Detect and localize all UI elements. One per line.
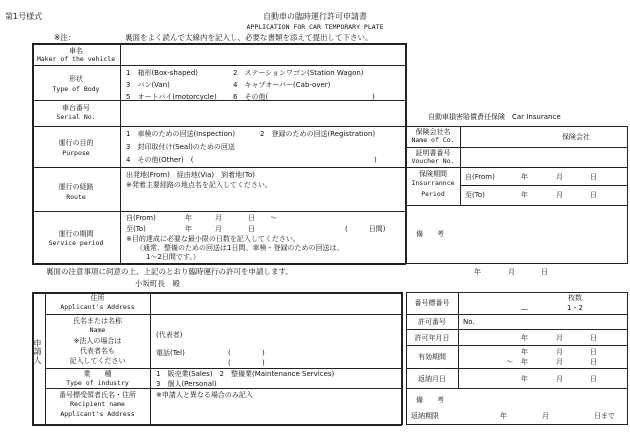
ins-to-day: 日 <box>590 191 597 199</box>
note-prefix: ※注： <box>54 33 76 42</box>
recipient-note: ※申請人と異なる場合のみ記入 <box>156 391 253 399</box>
sheets-label: 枚数 <box>568 294 582 302</box>
period-label-ja: 運行の期間 <box>58 230 94 238</box>
body-option-other-close: ) <box>372 93 375 101</box>
period-label-en: Service period <box>48 239 104 247</box>
body-option-wagon[interactable]: 2 ステーションワゴン(Station Wagon) <box>233 69 364 77</box>
permit-no-prefix: No. <box>463 318 475 326</box>
period-from-year: 年 <box>185 214 192 222</box>
ins-cert-label-ja: 証明書番号 <box>415 149 451 157</box>
note-text: 裏面をよく読んで太線内を記入し、必要な書類を添えて提出して下さい。 <box>125 33 373 42</box>
serial-label-ja: 車台番号 <box>62 104 90 112</box>
period-note-2: （通常、整備のための回送は1日間、車検・登録のための回送は、 <box>136 244 344 252</box>
tel-label: 電話(Tel) <box>156 349 185 357</box>
name-label-ja: 氏名または名称 <box>73 317 122 325</box>
body-option-other[interactable]: 6 その他( <box>233 93 269 101</box>
name-note-3: 記入してください <box>69 357 126 365</box>
declaration-text: 裏面の注意事項に同意の上、上記のとおり臨時運行の許可を申請します。 <box>46 267 293 276</box>
sheets-value: 1・2 <box>567 304 583 312</box>
recipient-label-ja: 番号標受領者氏名・住所 <box>59 391 136 399</box>
ins-to-year: 年 <box>521 191 528 199</box>
form-number: 第1号様式 <box>5 12 43 21</box>
period-days[interactable]: ( 日間) <box>345 225 386 233</box>
validity-to-year: 年 <box>521 358 528 366</box>
industry-options-2[interactable]: 3 個人(Personal) <box>156 380 217 388</box>
purpose-option-inspection[interactable]: 1 車検のための回送(Inspection) <box>126 130 236 138</box>
validity-from-year: 年 <box>521 348 528 356</box>
return-date-label: 返納月日 <box>418 375 446 383</box>
serial-field[interactable] <box>124 103 402 123</box>
deadline-year: 年 <box>500 412 507 420</box>
permit-date-label: 許可年月日 <box>414 334 450 342</box>
permit-date-day: 日 <box>590 334 597 342</box>
validity-label: 有効期間 <box>418 353 446 361</box>
ins-cert-label-en: Voucher No. <box>411 157 455 165</box>
period-tilde: ～ <box>270 214 277 222</box>
ins-company-label-ja: 保険会社名 <box>415 128 451 136</box>
title-ja: 自動車の臨時運行許可申請書 <box>263 12 367 21</box>
purpose-option-other[interactable]: 4 その他(Other) ( <box>126 156 194 164</box>
period-to-year: 年 <box>185 225 192 233</box>
body-option-box[interactable]: 1 箱形(Box-shaped) <box>126 69 199 77</box>
validity-to-day: 日 <box>590 358 597 366</box>
serial-label-en: Serial No. <box>56 113 96 121</box>
body-type-label-en: Type of Body <box>52 85 100 93</box>
return-date-day: 日 <box>590 375 597 383</box>
validity-from-day: 日 <box>590 348 597 356</box>
purpose-option-registration[interactable]: 2 登録のための回送(Registration) <box>260 130 376 138</box>
route-line-2: ※発着主要経路の地点名を記入してください。 <box>126 181 272 189</box>
ins-company-label-en: Name of Co. <box>411 136 455 144</box>
route-label-en: Route <box>66 193 86 201</box>
deadline-month: 月 <box>542 412 549 420</box>
deadline-label: 返納期限 <box>411 412 439 420</box>
maker-field[interactable] <box>124 46 402 64</box>
address-label-en: Applicant's Address <box>60 303 135 311</box>
permit-date-month: 月 <box>556 334 563 342</box>
purpose-option-seal[interactable]: 3 封印取付け(Seal)のための回送 <box>126 143 235 151</box>
return-date-month: 月 <box>556 375 563 383</box>
validity-to-month: 月 <box>556 358 563 366</box>
representative-label: (代表者) <box>156 331 183 339</box>
period-note-3: 1～2日間です。） <box>146 253 200 261</box>
maker-label-en: Maker of the vehicle <box>36 55 116 63</box>
purpose-label-ja: 運行の目的 <box>58 139 94 147</box>
declaration-day: 日 <box>541 268 548 276</box>
ins-from: 自(From) <box>465 173 495 181</box>
tel-paren-close-2: ) <box>262 359 265 367</box>
tel-paren-open-2: ( <box>228 359 231 367</box>
ins-from-year: 年 <box>521 173 528 181</box>
period-from-day: 日 <box>248 214 255 222</box>
period-to-day: 日 <box>248 225 255 233</box>
maker-label-ja: 車名 <box>69 47 83 55</box>
validity-tilde: ～ <box>506 358 513 366</box>
industry-label-en: Type of industry <box>66 379 129 387</box>
ins-from-month: 月 <box>556 173 563 181</box>
ins-period-label-en2: Period <box>421 190 445 198</box>
return-date-year: 年 <box>521 375 528 383</box>
period-to: 至(To) <box>126 225 146 233</box>
route-line-1: 出発地(From) 経由地(Via) 到着地(To) <box>126 171 255 179</box>
insurance-title: 自動車損害賠償責任保険 Car Insurance <box>428 113 561 121</box>
period-from-month: 月 <box>215 214 222 222</box>
declaration-year: 年 <box>474 268 481 276</box>
declaration-month: 月 <box>508 268 515 276</box>
ins-period-label-en1: Insurrannce <box>411 179 455 187</box>
applicant-side-label: 申請人 <box>33 339 42 365</box>
name-note-1: ※法人の場合は <box>73 337 122 345</box>
office-remarks: 備 考 <box>416 396 444 404</box>
mayor-addressee: 小坂町長 殿 <box>135 279 180 288</box>
industry-options-1[interactable]: 1 販売業(Sales) 2 整備業(Maintenance Services) <box>156 370 335 378</box>
permit-no-label: 許可番号 <box>418 318 446 326</box>
address-field[interactable] <box>154 295 398 312</box>
name-note-2: 代表者名も <box>80 347 115 355</box>
tel-paren-close-1: ) <box>262 349 265 357</box>
body-option-van[interactable]: 3 バン(Van) <box>126 81 170 89</box>
period-from: 自(From) <box>126 214 156 222</box>
ins-company-suffix: 保険会社 <box>562 133 590 141</box>
ins-from-day: 日 <box>590 173 597 181</box>
body-type-label-ja: 形状 <box>69 75 83 83</box>
title-en: APPLICATION FOR CAR TEMPORARY PLATE <box>246 23 384 31</box>
plate-dash: — <box>521 305 528 313</box>
body-option-cab[interactable]: 4 キャブオーバー(Cab-over) <box>233 81 331 89</box>
recipient-label-en1: Recipient name <box>70 400 125 408</box>
deadline-until: 日まで <box>594 412 615 420</box>
period-note-1: ※目的達成に必要な最小限の日数を記入してください。 <box>126 235 300 243</box>
ins-remarks: 備 考 <box>416 230 444 238</box>
ins-period-label-ja: 保険期間 <box>419 170 447 178</box>
permit-date-year: 年 <box>521 334 528 342</box>
address-label-ja: 住所 <box>90 294 105 302</box>
route-label-ja: 運行の経路 <box>58 183 94 191</box>
ins-to: 至(To) <box>465 191 485 199</box>
plate-no-label: 番号標番号 <box>414 299 450 307</box>
tel-paren-open-1: ( <box>228 349 231 357</box>
name-label-en: Name <box>89 326 106 334</box>
ins-to-month: 月 <box>556 191 563 199</box>
recipient-label-en2: Applicant's Address <box>60 410 135 418</box>
period-to-month: 月 <box>215 225 222 233</box>
body-option-moto[interactable]: 5 オートバイ(motorcycle) <box>126 93 217 101</box>
industry-label-ja: 業 種 <box>83 370 112 378</box>
validity-from-month: 月 <box>556 348 563 356</box>
purpose-option-other-close: ) <box>374 156 377 164</box>
purpose-label-en: Purpose <box>62 149 90 157</box>
